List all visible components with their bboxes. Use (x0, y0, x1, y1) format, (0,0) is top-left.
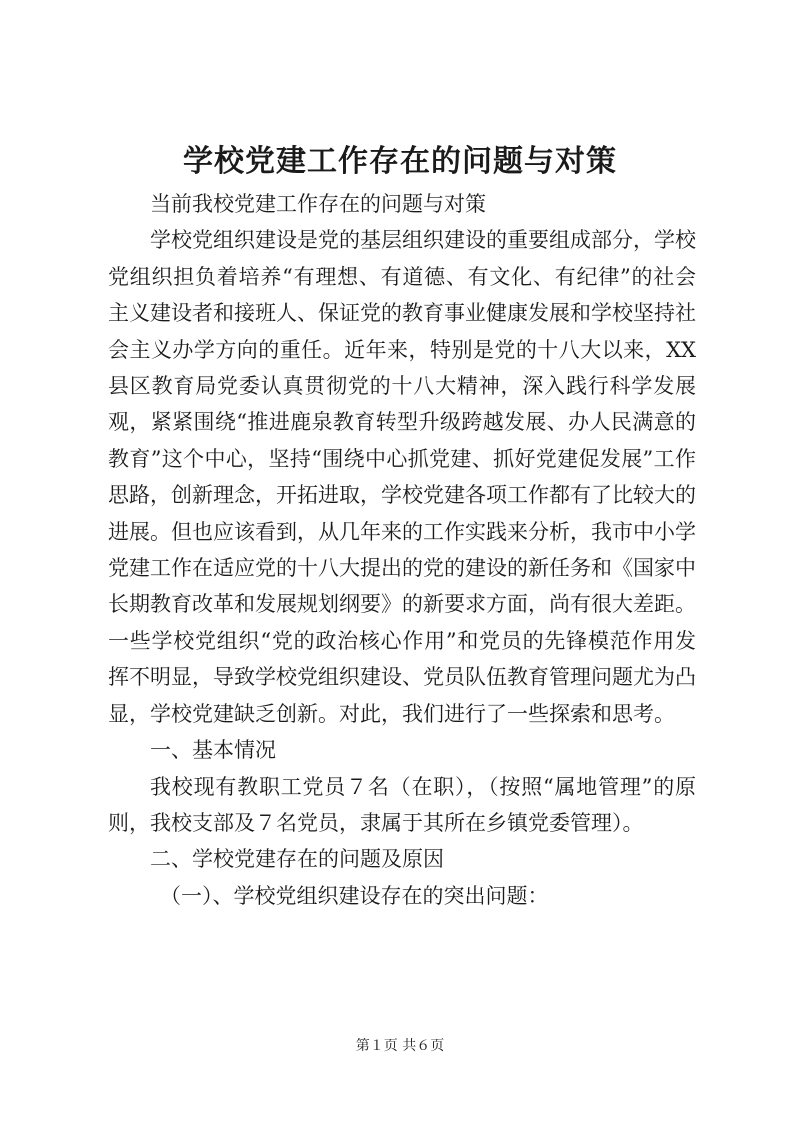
page-footer: 第１页 共６页 (355, 1038, 445, 1054)
subsection-heading-organization-problems: （一）、学校党组织建设存在的突出问题： (160, 883, 549, 908)
paragraph-intro: 学校党组织建设是党的基层组织建设的重要组成部分，学校党组织担负着培养“有理想、有道德、有文化、有纪律”的社会主义建设者和接班人、保证党的教育事业健康发展和学校坚持社会主义办学方向的重任。近年来，特别是党的十八大以来，XX县区教育局党委认真贯彻党的十八大精神，深入践行科学发展观，紧紧围绕“推进鹿泉教育转型升级跨越发展、办人民满意的教育”这个中心，坚持“围绕中心抓党建、抓好党建促发展”工作思路，创新理念，开拓进取，学校党建各项工作都有了比较大的进展。但也应该看到，从几年来的工作实践来分析，我市中小学党建工作在适应党的十八大提出的党的建设的新任务和《国家中长期教育改革和发展规划纲要》的新要求方面，尚有很大差距。一些学校党组织“党的政治核心作用”和党员的先锋模范作用发挥不明显，导致学校党组织建设、党员队伍教育管理问题尤为凸显，学校党建缺乏创新。对此，我们进行了一些探索和思考。 (108, 228, 696, 726)
document-body (108, 186, 696, 914)
paragraph-subtitle: 当前我校党建工作存在的问题与对策 (150, 192, 486, 216)
document-title: 学校党建工作存在的问题与对策 (183, 144, 617, 179)
section-heading-basic-situation: 一、基本情况 (150, 738, 276, 763)
section-heading-problems: 二、学校党建存在的问题及原因 (150, 847, 444, 872)
paragraph-basic-situation: 我校现有教职工党员７名（在职），（按照“属地管理”的原则，我校支部及７名党员，隶属于其所在乡镇党委管理）。 (108, 774, 696, 835)
